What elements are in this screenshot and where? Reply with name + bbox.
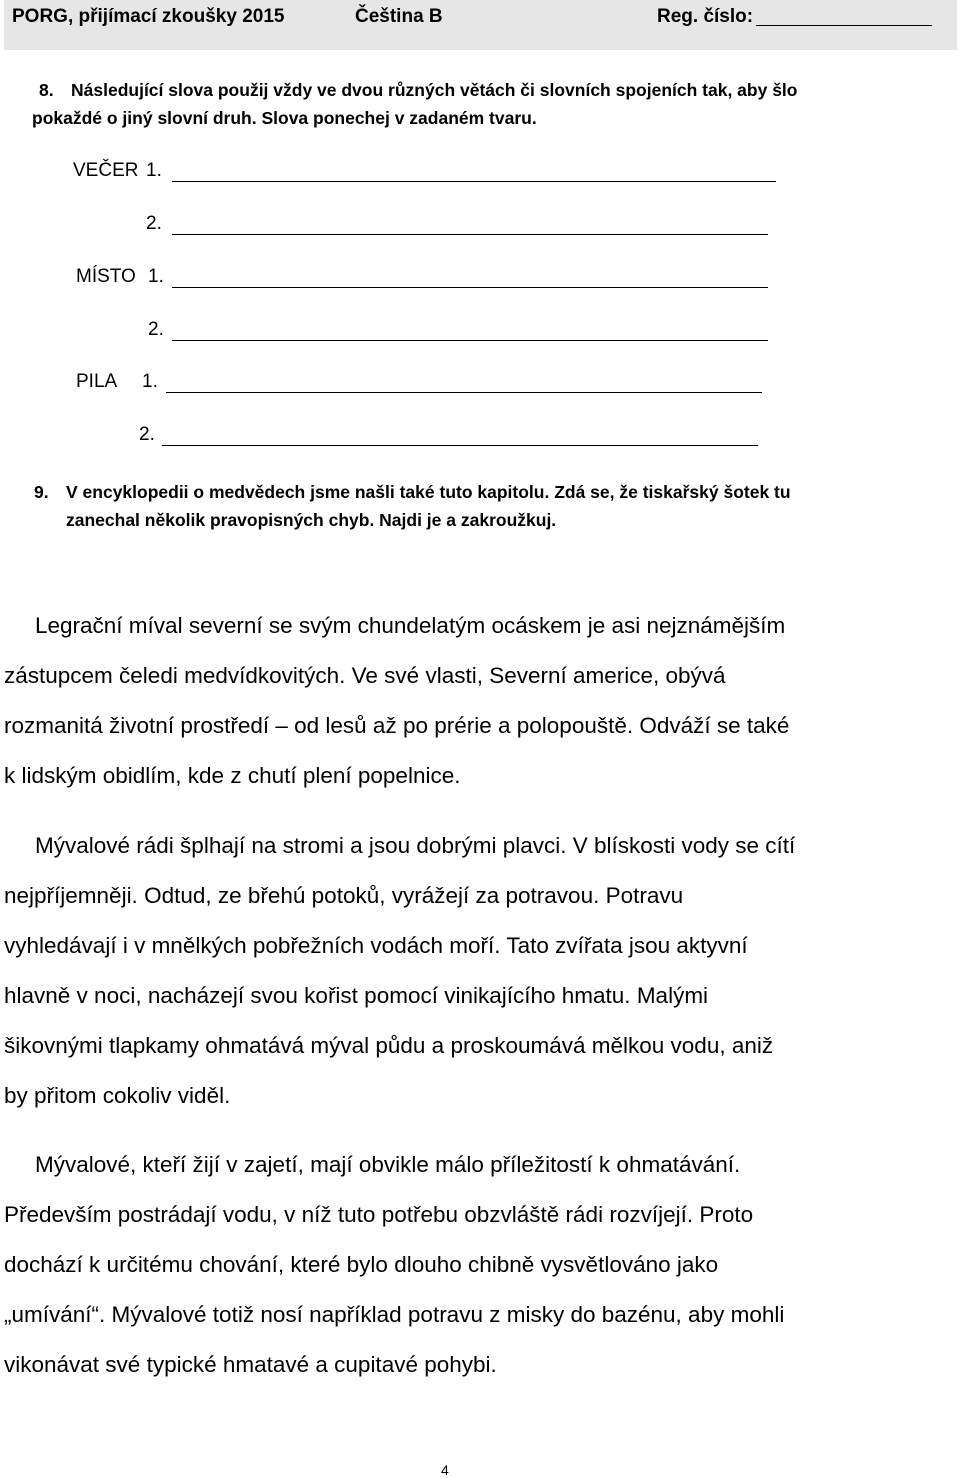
text-paragraph-3	[4, 1140, 904, 1390]
text-line: Legrační míval severní se svým chundelatým ocáskem je asi nejznámějším	[35, 613, 786, 638]
header-reg-label: Reg. číslo:	[657, 6, 754, 27]
text-line: hlavně v noci, nacházejí svou kořist pomocí vinikajícího hmatu. Malými	[4, 983, 709, 1008]
answer-number: 2.	[148, 319, 164, 340]
task-9-line-1: V encyklopedii o medvědech jsme našli také tuto kapitolu. Zdá se, že tiskařský šotek tu	[66, 482, 791, 502]
text-line: vyhledávají i v mnělkých pobřežních vodách moří. Tato zvířata jsou aktyvní	[4, 933, 748, 958]
text-paragraph-1	[4, 601, 904, 801]
answer-line[interactable]	[166, 392, 762, 393]
task-9-instruction	[34, 478, 914, 534]
answer-number: 1.	[148, 266, 164, 287]
answer-number: 1.	[146, 160, 162, 181]
answer-line[interactable]	[172, 181, 776, 182]
answer-line[interactable]	[172, 340, 768, 341]
word-label: PILA	[76, 371, 118, 392]
answer-number: 2.	[139, 424, 155, 445]
answer-line[interactable]	[172, 234, 768, 235]
text-line: k lidským obidlím, kde z chutí plení popelnice.	[4, 763, 461, 788]
header-school: PORG, přijímací zkoušky 2015	[12, 6, 285, 27]
text-line: nejpříjemněji. Odtud, ze břehú potoků, vyrážejí za potravou. Potravu	[4, 883, 684, 908]
answer-number: 1.	[142, 371, 158, 392]
text-line: „umívání“. Mývalové totiž nosí například potravu z misky do bazénu, aby mohli	[4, 1302, 785, 1327]
page-number: 4	[441, 1462, 449, 1478]
word-label: VEČER	[73, 160, 139, 181]
text-line: by přitom cokoliv viděl.	[4, 1083, 231, 1108]
task-8-line-2: pokaždé o jiný slovní druh. Slova ponechej v zadaném tvaru.	[32, 108, 537, 128]
task-9-line-2: zanechal několik pravopisných chyb. Najdi je a zakroužkuj.	[66, 510, 557, 530]
task-8-line-1: Následující slova použij vždy ve dvou různých větách či slovních spojeních tak, aby šlo	[71, 80, 798, 100]
header-subject: Čeština B	[355, 6, 443, 27]
answer-line[interactable]	[162, 445, 758, 446]
task-8-instruction	[32, 76, 899, 132]
word-label: MÍSTO	[76, 266, 136, 287]
page-header	[4, 0, 957, 50]
text-paragraph-2	[4, 821, 904, 1121]
text-line: šikovnými tlapkamy ohmatává mýval půdu a proskoumává mělkou vodu, aniž	[4, 1033, 774, 1058]
text-line: dochází k určitému chování, které bylo dlouho chibně vysvětlováno jako	[4, 1252, 719, 1277]
text-line: Především postrádají vodu, v níž tuto potřebu obzvláště rádi rozvíjejí. Proto	[4, 1202, 754, 1227]
text-line: rozmanitá životní prostředí – od lesů až po prérie a polopouště. Odváží se také	[4, 713, 790, 738]
reg-number-field[interactable]	[756, 25, 932, 26]
answer-line[interactable]	[172, 287, 768, 288]
text-line: vikonávat své typické hmatavé a cupitavé pohybi.	[4, 1352, 497, 1377]
text-line: Mývalové rádi šplhají na stromi a jsou dobrými plavci. V blískosti vody se cítí	[35, 833, 796, 858]
text-line: zástupcem čeledi medvídkovitých. Ve své vlasti, Severní americe, obývá	[4, 663, 726, 688]
task-9-number: 9.	[34, 482, 49, 502]
task-8-number: 8.	[39, 80, 54, 100]
answer-number: 2.	[146, 213, 162, 234]
text-line: Mývalové, kteří žijí v zajetí, mají obvikle málo příležitostí k ohmatávání.	[35, 1152, 741, 1177]
